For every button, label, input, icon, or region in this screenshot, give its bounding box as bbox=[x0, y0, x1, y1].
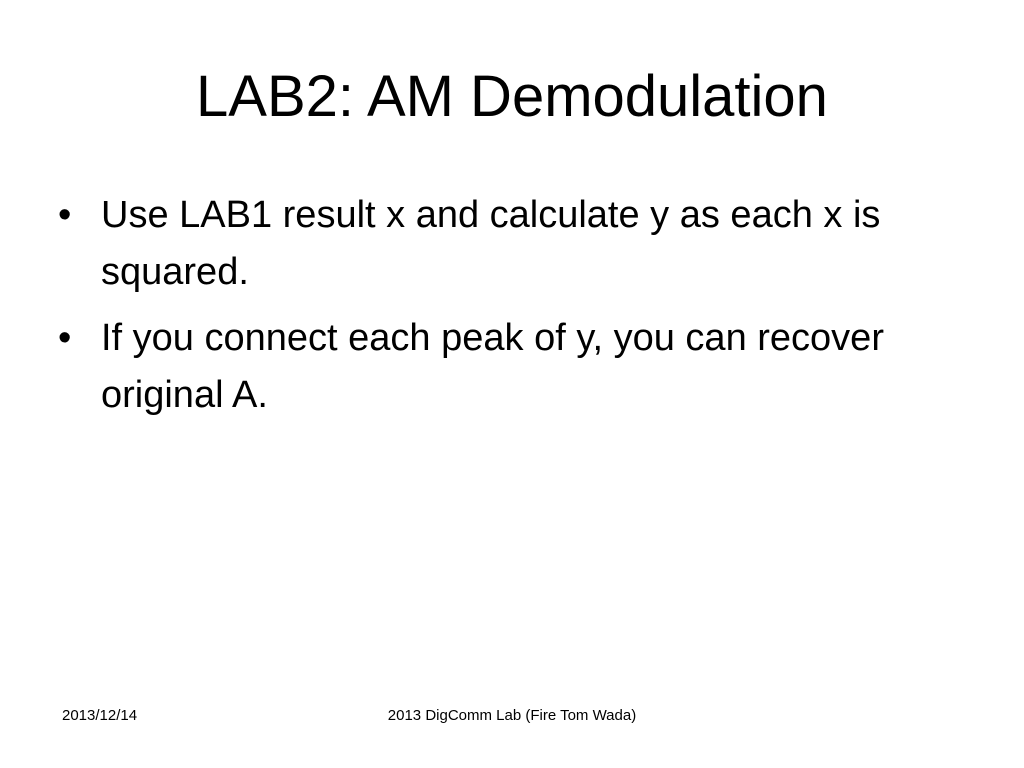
bullet-list bbox=[58, 187, 978, 433]
bullet-text: If you connect each peak of y, you can recover original A. bbox=[101, 317, 884, 416]
slide-title: LAB2: AM Demodulation bbox=[196, 64, 828, 129]
bullet-item bbox=[58, 187, 978, 301]
bullet-dot-icon: • bbox=[58, 194, 72, 236]
bullet-text: Use LAB1 result x and calculate y as each x is squared. bbox=[101, 194, 881, 293]
footer-date: 2013/12/14 bbox=[62, 707, 138, 724]
footer-credit: 2013 DigComm Lab (Fire Tom Wada) bbox=[387, 707, 637, 724]
bullet-dot-icon: • bbox=[58, 317, 72, 359]
bullet-item bbox=[58, 310, 978, 424]
